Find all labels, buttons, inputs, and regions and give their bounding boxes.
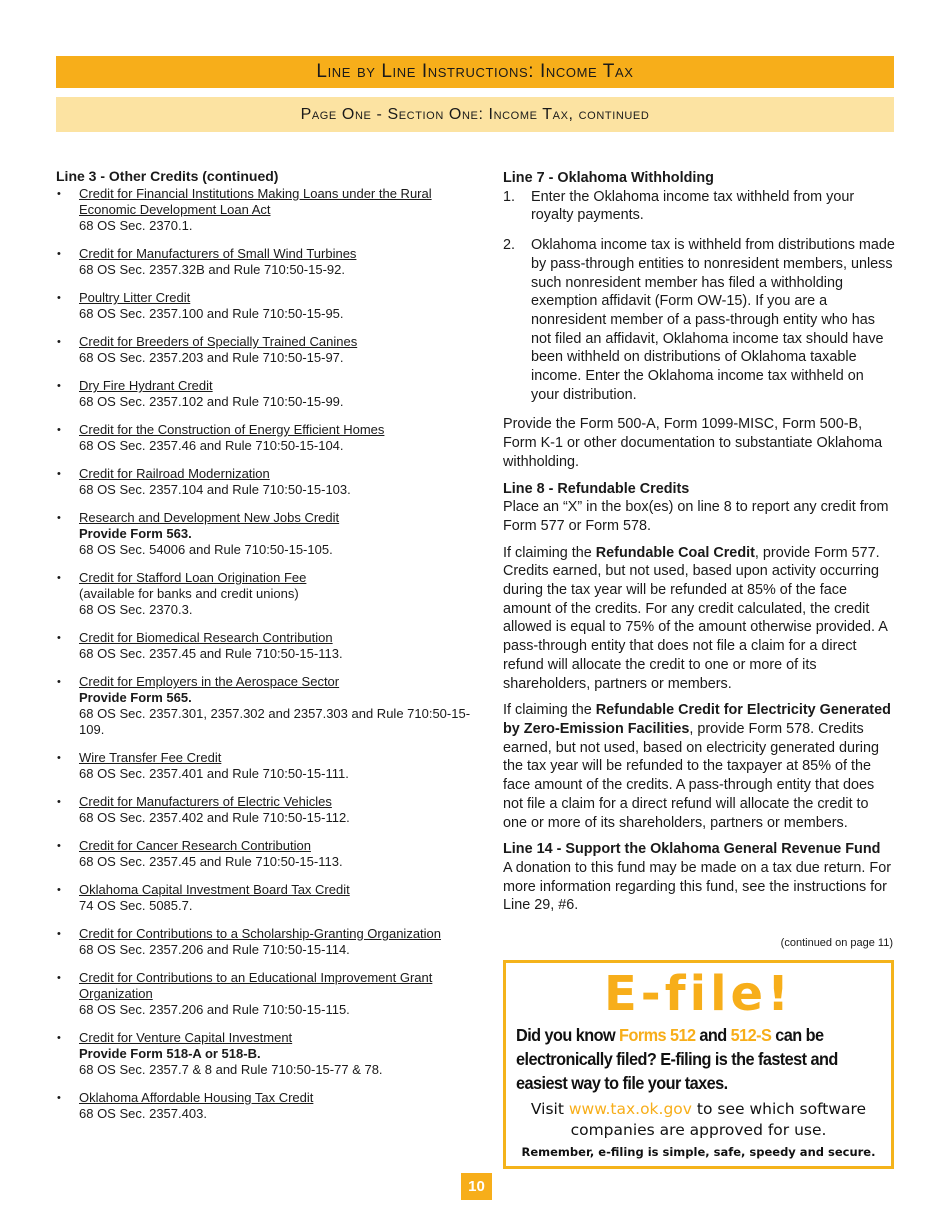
elec-prefix: If claiming the bbox=[503, 702, 596, 719]
credit-statute-reference: 68 OS Sec. 2357.301, 2357.302 and 2357.303 and Rule 710:50-15-109. bbox=[79, 706, 471, 737]
line8-intro: Place an “X” in the box(es) on line 8 to report any credit from Form 577 or Form 578. bbox=[503, 499, 889, 534]
step-number: 2. bbox=[503, 237, 516, 254]
credit-title: • Oklahoma Affordable Housing Tax Credit bbox=[79, 1090, 314, 1105]
coal-credit-name: Refundable Coal Credit bbox=[595, 544, 755, 561]
credit-form-requirement: Provide Form 518-A or 518-B. bbox=[79, 1046, 261, 1061]
credit-title: • Credit for Breeders of Specially Trained Canines bbox=[79, 334, 358, 349]
credit-item bbox=[56, 750, 476, 782]
credit-item bbox=[56, 1030, 476, 1078]
line14-heading: Line 14 - Support the Oklahoma General Revenue Fund bbox=[503, 841, 881, 858]
line8-heading: Line 8 - Refundable Credits bbox=[503, 480, 690, 497]
credit-item bbox=[56, 466, 476, 498]
credit-note: (available for banks and credit unions) bbox=[79, 586, 299, 601]
line7-heading: Line 7 - Oklahoma Withholding bbox=[503, 170, 714, 186]
credit-title: • Wire Transfer Fee Credit bbox=[79, 750, 222, 765]
credit-item bbox=[56, 970, 476, 1018]
page-title: Line by Line Instructions: Income Tax bbox=[56, 56, 894, 88]
credit-statute-reference: 68 OS Sec. 2357.32B and Rule 710:50-15-92. bbox=[79, 262, 345, 277]
credit-statute-reference: 68 OS Sec. 2357.102 and Rule 710:50-15-99. bbox=[79, 394, 344, 409]
efile-visit bbox=[506, 1099, 891, 1141]
credit-title: • Credit for Stafford Loan Origination Fee bbox=[79, 570, 307, 585]
credit-item bbox=[56, 630, 476, 662]
credit-title: • Credit for Contributions to an Educational Improvement Grant Organization bbox=[79, 970, 433, 1001]
tax-website-link[interactable]: www.tax.ok.gov bbox=[568, 1100, 692, 1118]
credit-statute-reference: 68 OS Sec. 2370.1. bbox=[79, 218, 193, 233]
credit-item bbox=[56, 378, 476, 410]
credit-item bbox=[56, 926, 476, 958]
efile-did-you-know bbox=[516, 1023, 883, 1095]
efile-promo-box bbox=[503, 960, 894, 1169]
credit-statute-reference: 68 OS Sec. 2357.7 & 8 and Rule 710:50-15-77 & 78. bbox=[79, 1062, 383, 1077]
credit-form-requirement: Provide Form 565. bbox=[79, 690, 192, 705]
credit-item bbox=[56, 510, 476, 558]
line3-heading: Line 3 - Other Credits (continued) bbox=[56, 168, 279, 184]
page-number: 10 bbox=[461, 1173, 492, 1200]
credit-item bbox=[56, 290, 476, 322]
elec-credit-name: Refundable Credit for Electricity Generated by Zero-Emission Facilities bbox=[503, 702, 891, 737]
credit-title: • Research and Development New Jobs Credit bbox=[79, 510, 340, 525]
credit-statute-reference: 68 OS Sec. 2357.206 and Rule 710:50-15-114. bbox=[79, 942, 350, 957]
credit-statute-reference: 68 OS Sec. 2357.403. bbox=[79, 1106, 207, 1121]
credit-item bbox=[56, 422, 476, 454]
credit-statute-reference: 68 OS Sec. 2357.46 and Rule 710:50-15-104. bbox=[79, 438, 344, 453]
line7-step bbox=[503, 188, 895, 225]
credit-item bbox=[56, 1090, 476, 1122]
credit-title: • Credit for Contributions to a Scholarship-Granting Organization bbox=[79, 926, 442, 941]
line7-steps bbox=[503, 188, 895, 405]
credit-item bbox=[56, 794, 476, 826]
credit-list bbox=[56, 186, 476, 1122]
credit-title: • Credit for Venture Capital Investment bbox=[79, 1030, 293, 1045]
credit-title: • Credit for the Construction of Energy Efficient Homes bbox=[79, 422, 385, 437]
credit-title: • Credit for Railroad Modernization bbox=[79, 466, 270, 481]
step-text: Oklahoma income tax is withheld from distributions made by pass-through entities to nonresident members, unless such nonresident member has filed a withholding exemption affidavit (Form OW-15). If you are a nonresident member of a pass-through entity who has not filed an affidavit, Oklahoma income tax should have been withheld on distributions of Oklahoma taxable income. Enter the Oklahoma income tax withheld on your distribution. bbox=[531, 237, 895, 403]
electricity-credit-paragraph bbox=[503, 701, 895, 832]
elec-rest: , provide Form 578. Credits earned, but not used, based on electricity generated during the tax year will be refunded to the taxpayer at 85% of the face amount of the credits. A pass-through entity that does not file a claim for a direct refund will allocate the credit to one or more of its shareholders, partners or members. bbox=[503, 720, 880, 831]
continued-note: (continued on page 11) bbox=[780, 937, 893, 949]
credit-form-requirement: Provide Form 563. bbox=[79, 526, 192, 541]
credit-title: • Credit for Manufacturers of Small Wind Turbines bbox=[79, 246, 357, 261]
credit-statute-reference: 68 OS Sec. 2357.104 and Rule 710:50-15-103. bbox=[79, 482, 351, 497]
credit-statute-reference: 68 OS Sec. 2357.401 and Rule 710:50-15-111. bbox=[79, 766, 349, 781]
coal-rest: , provide Form 577. Credits earned, but not used, based upon activity occurring during the tax year will be refunded at 85% of the face amount of the credits. For any credit calculated, the credit allowed is equal to 75% of the amount otherwise provided. A pass-through entity that does not file a claim for a direct refund will allocate the credit to one or more of its shareholders, partners or members. bbox=[503, 544, 887, 692]
dyk-text-2: and bbox=[695, 1025, 731, 1045]
credit-statute-reference: 68 OS Sec. 2357.402 and Rule 710:50-15-112. bbox=[79, 810, 350, 825]
credit-title: • Dry Fire Hydrant Credit bbox=[79, 378, 213, 393]
credit-title: • Poultry Litter Credit bbox=[79, 290, 191, 305]
section-subtitle: Page One - Section One: Income Tax, continued bbox=[56, 97, 894, 132]
credit-item bbox=[56, 570, 476, 618]
visit-text-1: Visit bbox=[530, 1100, 569, 1118]
credit-title: • Credit for Biomedical Research Contribution bbox=[79, 630, 333, 645]
coal-prefix: If claiming the bbox=[503, 544, 596, 561]
step-number: 1. bbox=[503, 188, 516, 205]
credit-item bbox=[56, 246, 476, 278]
credit-item bbox=[56, 882, 476, 914]
dyk-text-1: Did you know bbox=[516, 1025, 620, 1045]
credit-title: • Credit for Financial Institutions Making Loans under the Rural Economic Development Loan Act bbox=[79, 186, 432, 217]
left-column bbox=[56, 168, 476, 1134]
credit-statute-reference: 68 OS Sec. 54006 and Rule 710:50-15-105. bbox=[79, 542, 333, 557]
credit-title: • Credit for Cancer Research Contribution bbox=[79, 838, 311, 853]
step-text: Enter the Oklahoma income tax withheld from your royalty payments. bbox=[531, 188, 855, 224]
right-column bbox=[503, 169, 895, 923]
efile-title: E-file! bbox=[604, 966, 793, 1022]
line7-provide: Provide the Form 500-A, Form 1099-MISC, Form 500-B, Form K-1 or other documentation to substantiate Oklahoma withholding. bbox=[503, 416, 883, 470]
form-512s-highlight: 512-S bbox=[730, 1025, 772, 1045]
credit-title: • Oklahoma Capital Investment Board Tax Credit bbox=[79, 882, 350, 897]
credit-item bbox=[56, 838, 476, 870]
line14-text: A donation to this fund may be made on a tax due return. For more information regarding this fund, see the instructions for Line 29, #6. bbox=[503, 859, 891, 914]
credit-statute-reference: 68 OS Sec. 2357.100 and Rule 710:50-15-95. bbox=[79, 306, 344, 321]
form-512-highlight: Forms 512 bbox=[619, 1025, 696, 1045]
credit-statute-reference: 74 OS Sec. 5085.7. bbox=[79, 898, 193, 913]
credit-statute-reference: 68 OS Sec. 2357.45 and Rule 710:50-15-113. bbox=[79, 646, 343, 661]
credit-item bbox=[56, 334, 476, 366]
credit-item bbox=[56, 674, 476, 738]
coal-credit-paragraph bbox=[503, 544, 895, 694]
line7-step bbox=[503, 236, 895, 404]
efile-remember: Remember, e-filing is simple, safe, speedy and secure. bbox=[521, 1145, 876, 1159]
credit-title: • Credit for Manufacturers of Electric Vehicles bbox=[79, 794, 332, 809]
dyk-text-3: can be electronically filed? E-filing is the fastest and easiest way to file your taxes. bbox=[516, 1025, 838, 1093]
credit-statute-reference: 68 OS Sec. 2357.45 and Rule 710:50-15-113. bbox=[79, 854, 343, 869]
credit-title: • Credit for Employers in the Aerospace Sector bbox=[79, 674, 340, 689]
visit-text-2: to see which software companies are approved for use. bbox=[570, 1100, 867, 1139]
credit-statute-reference: 68 OS Sec. 2357.203 and Rule 710:50-15-97. bbox=[79, 350, 344, 365]
credit-statute-reference: 68 OS Sec. 2370.3. bbox=[79, 602, 193, 617]
credit-statute-reference: 68 OS Sec. 2357.206 and Rule 710:50-15-115. bbox=[79, 1002, 350, 1017]
credit-item bbox=[56, 186, 476, 234]
